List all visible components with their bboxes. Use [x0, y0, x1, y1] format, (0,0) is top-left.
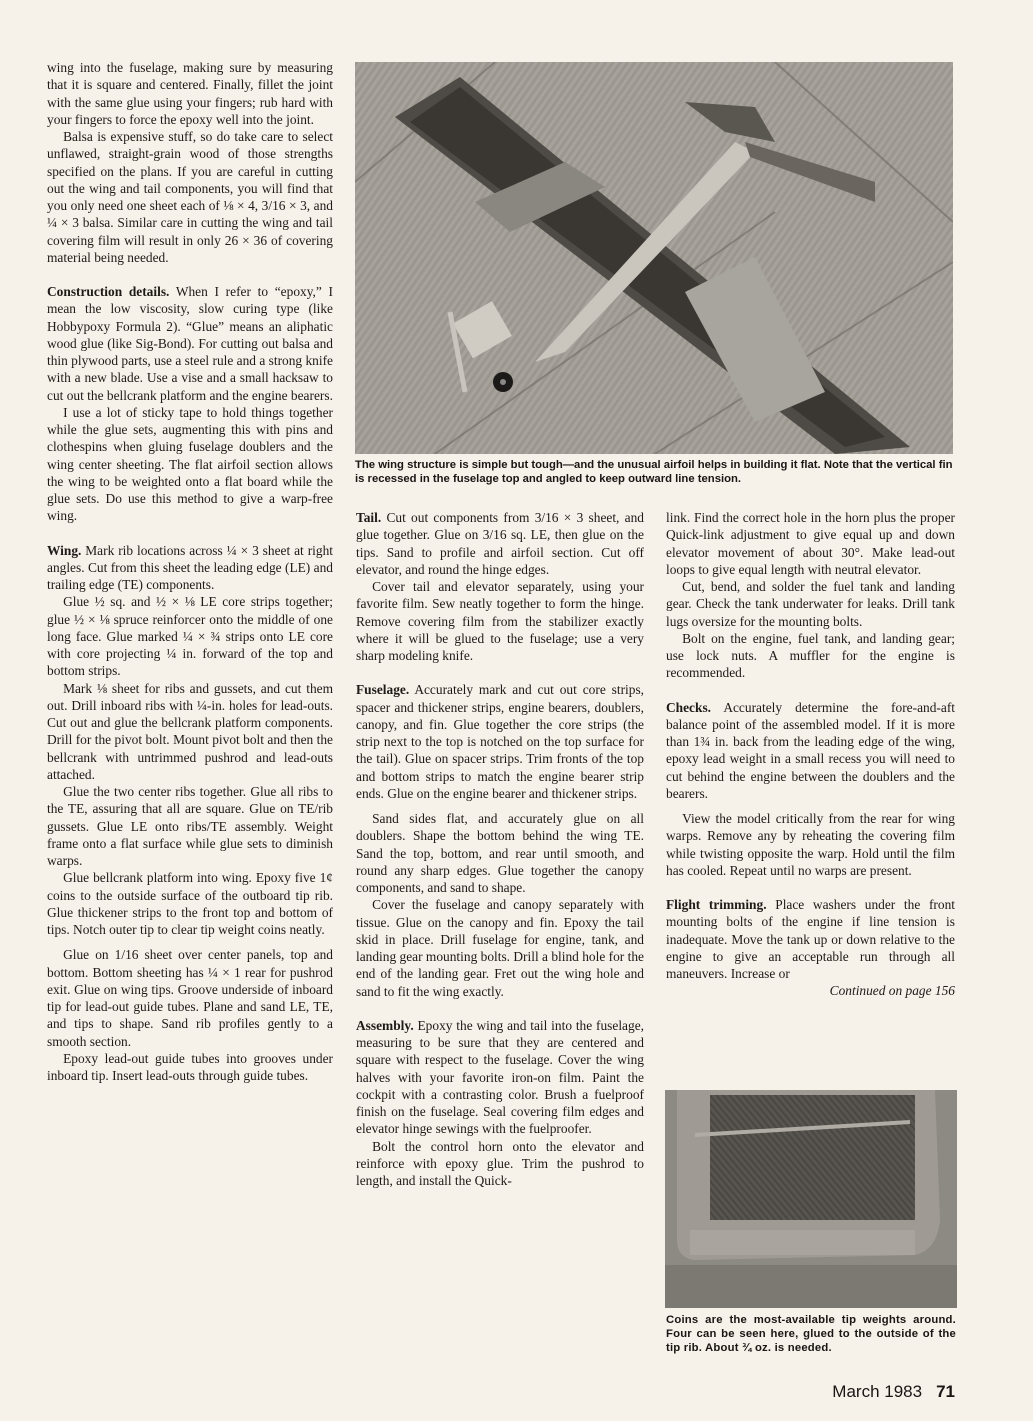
paragraph: link. Find the correct hole in the horn plus the proper Quick-link adjustment to give equal up and down elevator movement of about 30°. Make lead-out loops to give equal length with neutral elevator.	[666, 510, 955, 577]
paragraph: I use a lot of sticky tape to hold things together while the glue sets, augmenting this with pins and clothespins when gluing fuselage doublers and the wing center sheeting. The flat airfoil section allows the wing to be weighted onto a flat board while the glue sets. Do use this method to give a warp-free wing.	[47, 404, 333, 524]
page-number: 71	[936, 1382, 955, 1401]
column-2	[356, 509, 644, 1189]
paragraph: Wing. Mark rib locations across ¼ × 3 sheet at right angles. Cut from this sheet the leading edge (LE) and trailing edge (TE) components.	[47, 542, 333, 592]
paragraph: Epoxy lead-out guide tubes into grooves under inboard tip. Insert lead-outs through guide tubes.	[47, 1050, 333, 1083]
section-heading: Assembly.	[356, 1017, 414, 1033]
paragraph: Cover the fuselage and canopy separately with tissue. Glue on the canopy and fin. Epoxy the tail skid in place. Drill fuselage for engine, tank, and landing gear mounting bolts. Drill a blind hole for the end of the landing gear. Fret out the wing hole and sand to fit the wing exactly.	[356, 897, 644, 999]
column-1	[47, 59, 333, 1084]
paragraph: Glue the two center ribs together. Glue all ribs to the TE, assuring that all are square. Glue on TE/rib gussets. Glue LE onto ribs/TE assembly. Weight frame onto a flat surface while glue sets to diminish warps.	[47, 784, 333, 868]
paragraph: wing into the fuselage, making sure by measuring that it is square and centered. Finally, fillet the joint with the same glue using your fingers; rub hard with your fingers to force the epoxy well into the joint.	[47, 60, 333, 127]
paragraph: Mark ⅛ sheet for ribs and gussets, and cut them out. Drill inboard ribs with ¼-in. holes for lead-outs. Cut out and glue the bellcrank platform components. Drill for the pivot bolt. Mount pivot bolt and then the bellcrank with untrimmed pushrod and lead-outs attached.	[47, 680, 333, 782]
paragraph: Bolt on the engine, fuel tank, and landing gear; use lock nuts. A muffler for the engine is recommended.	[666, 630, 955, 681]
photo-caption: Coins are the most-available tip weights around. Four can be seen here, glued to the outside of the tip rib. About ¾ oz. is needed.	[666, 1314, 956, 1354]
section-heading: Construction details.	[47, 284, 170, 299]
airplane-photo	[355, 62, 953, 454]
paragraph: Balsa is expensive stuff, so do take care to select unflawed, straight-grain wood of those strengths specified on the plans. If you are careful in cutting out the wing and tail components, you will find that you only need one sheet each of ⅛ × 4, 3/16 × 3, and ¼ × 3 balsa. Similar care in cutting the wing and tail covering film will result in only 26 × 36 of covering material being needed.	[47, 129, 333, 265]
photo-caption: The wing structure is simple but tough—and the unusual airfoil helps in building it flat. Note that the vertical fin is recessed in the fuselage top and angled to keep outward line tension.	[355, 459, 953, 485]
column-3	[666, 509, 955, 1000]
paragraph: Cut, bend, and solder the fuel tank and landing gear. Check the tank underwater for leaks. Drill tank lugs oversize for the mounting bolts.	[666, 579, 955, 629]
airplane-photo-image	[355, 62, 953, 454]
wingtip-photo	[665, 1090, 957, 1308]
paragraph: Tail. Cut out components from 3/16 × 3 sheet, and glue together. Glue on 3/16 sq. LE, then glue on the tips. Sand to profile and airfoil section. Cut off elevator, and round the hinge edges.	[356, 510, 644, 577]
section-heading: Checks.	[666, 699, 712, 715]
section-heading: Tail.	[356, 510, 382, 525]
paragraph: Assembly. Epoxy the wing and tail into the fuselage, measuring to be sure that they are centered and square with respect to the fuselage. Cover the wing halves with your favorite iron-on film. Paint the cockpit with a contrasting color. Brush a fuelproof finish on the fuselage. Seal covering film edges and elevator hinge sewings with the fuelproofer.	[356, 1017, 644, 1137]
paragraph: Construction details. When I refer to “epoxy,” I mean the low viscosity, slow curing type (like Hobbypoxy Formula 2). “Glue” means an aliphatic wood glue (like Sig-Bond). For cutting out balsa and thin plywood parts, use a steel rule and a strong knife with a new blade. Use a vise and a small hacksaw to cut out the bellcrank platform and the engine bearers.	[47, 284, 333, 403]
section-heading: Wing.	[47, 542, 82, 558]
paragraph: Sand sides flat, and accurately glue on all doublers. Shape the bottom behind the wing TE. Sand the top, bottom, and rear until smooth, and round any sharp edges. Glue together the canopy components, and sand to shape.	[356, 811, 644, 895]
continued-note[interactable]: Continued on page 156	[829, 983, 955, 999]
paragraph: Fuselage. Accurately mark and cut out core strips, spacer and thickener strips, engine bearers, doublers, canopy, and fin. Glue together the core strips (the strip next to the top is notched on the top surface for the tail). Glue on spacer strips. Trim fronts of the top and bottom strips to match the engine bearer strip ends. Glue on the engine bearer and thickener strips.	[356, 682, 644, 801]
paragraph: Checks. Accurately determine the fore-and-aft balance point of the assembled model. If it is more than 1¾ in. back from the leading edge of the wing, epoxy lead weight in a small recess you will need to cut behind the engine between the doublers and the bearers.	[666, 699, 955, 801]
section-heading: Flight trimming.	[666, 897, 767, 912]
wingtip-photo-image	[665, 1090, 957, 1308]
paragraph: Cover tail and elevator separately, using your favorite film. Sew neatly together to form the hinge. Remove covering film from the stabilizer exactly where it will be glued to the fuselage; use a very sharp modeling knife.	[356, 579, 644, 663]
paragraph: Glue ½ sq. and ½ × ⅛ LE core strips together; glue ½ × ⅛ spruce reinforcer onto the middle of one long face. Glue marked ¼ × ¾ strips onto LE core with core projecting ¼ in. forward of the top and bottom strips.	[47, 594, 333, 679]
page-footer	[832, 1382, 955, 1402]
paragraph: Glue bellcrank platform into wing. Epoxy five 1¢ coins to the outside surface of the outboard tip rib. Glue thickener strips to the front top and bottom of tips. Notch outer tip to clear tip weight coins neatly.	[47, 870, 333, 937]
paragraph: View the model critically from the rear for wing warps. Remove any by reheating the covering film while twisting opposite the warp. Hold until the film has cooled. Repeat until no warps are present.	[666, 811, 955, 878]
paragraph: Bolt the control horn onto the elevator and reinforce with epoxy glue. Trim the pushrod to length, and install the Quick-	[356, 1138, 644, 1188]
paragraph: Flight trimming. Place washers under the front mounting bolts of the engine if line tension is inadequate. Move the tank up or down relative to the engine to give an acceptable run through all maneuvers. Increase or	[666, 897, 956, 981]
section-heading: Fuselage.	[356, 682, 410, 698]
paragraph: Glue on 1/16 sheet over center panels, top and bottom. Bottom sheeting has ¼ × 1 rear for pushrod exit. Glue on wing tips. Groove underside of inboard tip for lead-out guide tubes. Plane and sand LE, TE, and tips to shape. Sand rib profiles gently to a smooth section.	[47, 947, 333, 1049]
issue-date: March 1983	[832, 1382, 923, 1401]
